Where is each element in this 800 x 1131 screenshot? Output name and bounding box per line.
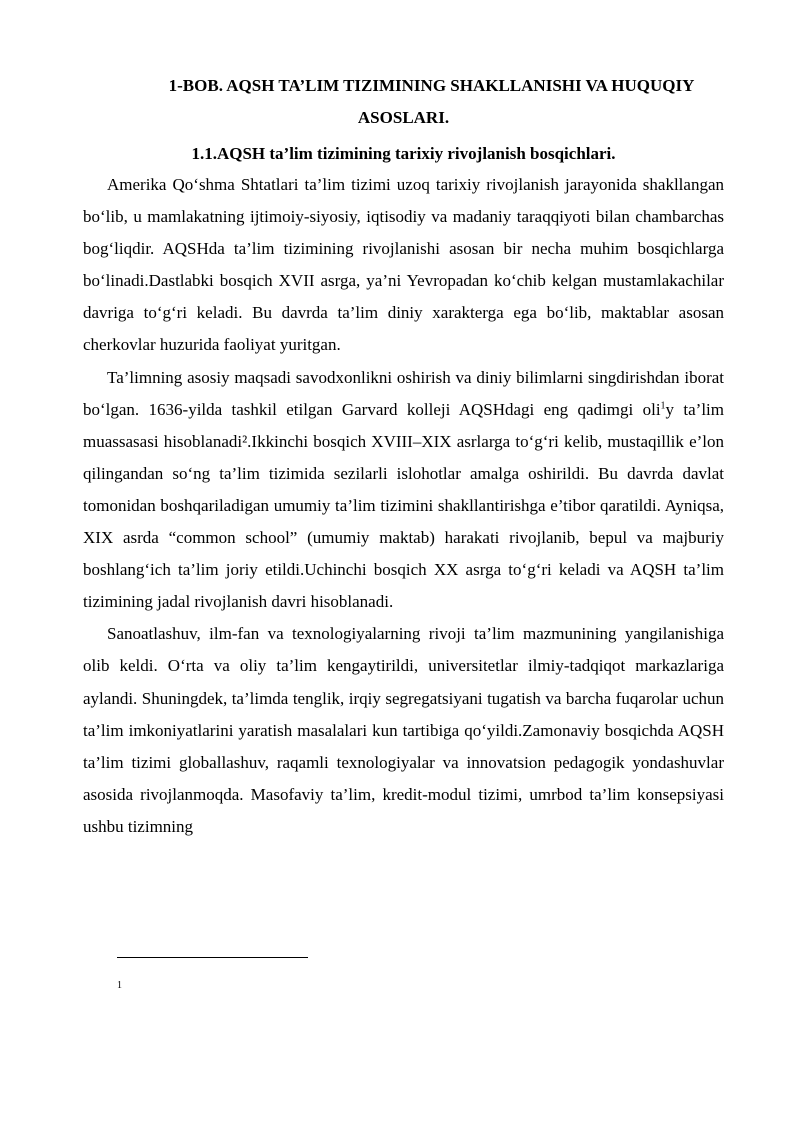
footnote-separator — [117, 957, 308, 958]
footnote-reference[interactable]: 1 — [660, 400, 666, 411]
body-text — [83, 169, 724, 843]
section-title: 1.1.AQSH ta’lim tizimining tarixiy rivojlanish bosqichlari. — [191, 144, 616, 163]
paragraph-2-text-start: Ta’limning asosiy maqsadi savodxonlikni oshirish va diniy bilimlarni singdirishdan iborat bo‘lgan. 1636-yilda tashkil etilgan Garvard kolleji AQSHdagi eng qadimgi oli — [83, 367, 724, 419]
paragraph-2-text-end: y ta’lim muassasasi hisoblanadi².Ikkinchi bosqich XVIII–XIX asrlarga to‘g‘ri kelib, mustaqillik e’lon qilingandan so‘ng ta’lim tizimida sezilarli islohotlar amalga oshirildi. Bu davrda davlat tomonidan boshqariladigan umumiy ta’lim tizimini shakllantirishga e’tibor qaratildi. Ayniqsa, XIX asrda “common school” (umumiy maktab) harakati rivojlanib, bepul va majburiy boshlang‘ich ta’lim joriy etildi.Uchinchi bosqich XX asrga to‘g‘ri keladi va AQSH ta’lim tizimining jadal rivojlanish davri hisoblanadi. — [83, 399, 724, 612]
paragraph-2 — [83, 362, 724, 619]
chapter-title — [83, 70, 724, 134]
chapter-title-line-2: ASOSLARI. — [357, 108, 450, 127]
footnote-marker: 1 — [117, 980, 122, 991]
paragraph-1: Amerika Qo‘shma Shtatlari ta’lim tizimi uzoq tarixiy rivojlanish jarayonida shakllangan bo‘lib, u mamlakatning ijtimoiy-siyosiy, iqtisodiy va madaniy taraqqiyoti bilan chambarchas bog‘liqdir. AQSHda ta’lim tizimining rivojlanishi asosan bir necha muhim bosqichlarga bo‘linadi.Dastlabki bosqich XVII asrga, ya’ni Yevropadan ko‘chib kelgan mustamlakachilar davriga to‘g‘ri keladi. Bu davrda ta’lim diniy xarakterga ega bo‘lib, maktablar asosan cherkovlar huzurida faoliyat yuritgan. — [83, 175, 724, 355]
chapter-title-line-1: 1-BOB. AQSH TA’LIM TIZIMINING SHAKLLANISHI VA HUQUQIY — [168, 76, 695, 95]
paragraph-3: Sanoatlashuv, ilm-fan va texnologiyalarning rivoji ta’lim mazmunining yangilanishiga olib keldi. O‘rta va oliy ta’lim kengaytirildi, universitetlar ilmiy-tadqiqot markazlariga aylandi. Shuningdek, ta’limda tenglik, irqiy segregatsiyani tugatish va barcha fuqarolar uchun ta’lim imkoniyatlarini yaratish masalalari kun tartibiga qo‘yildi.Zamonaviy bosqichda AQSH ta’lim tizimi globallashuv, raqamli texnologiyalar va innovatsion pedagogik yondashuvlar asosida rivojlanmoqda. Masofaviy ta’lim, kredit-modul tizimi, umrbod ta’lim konsepsiyasi ushbu tizimning — [83, 624, 724, 836]
